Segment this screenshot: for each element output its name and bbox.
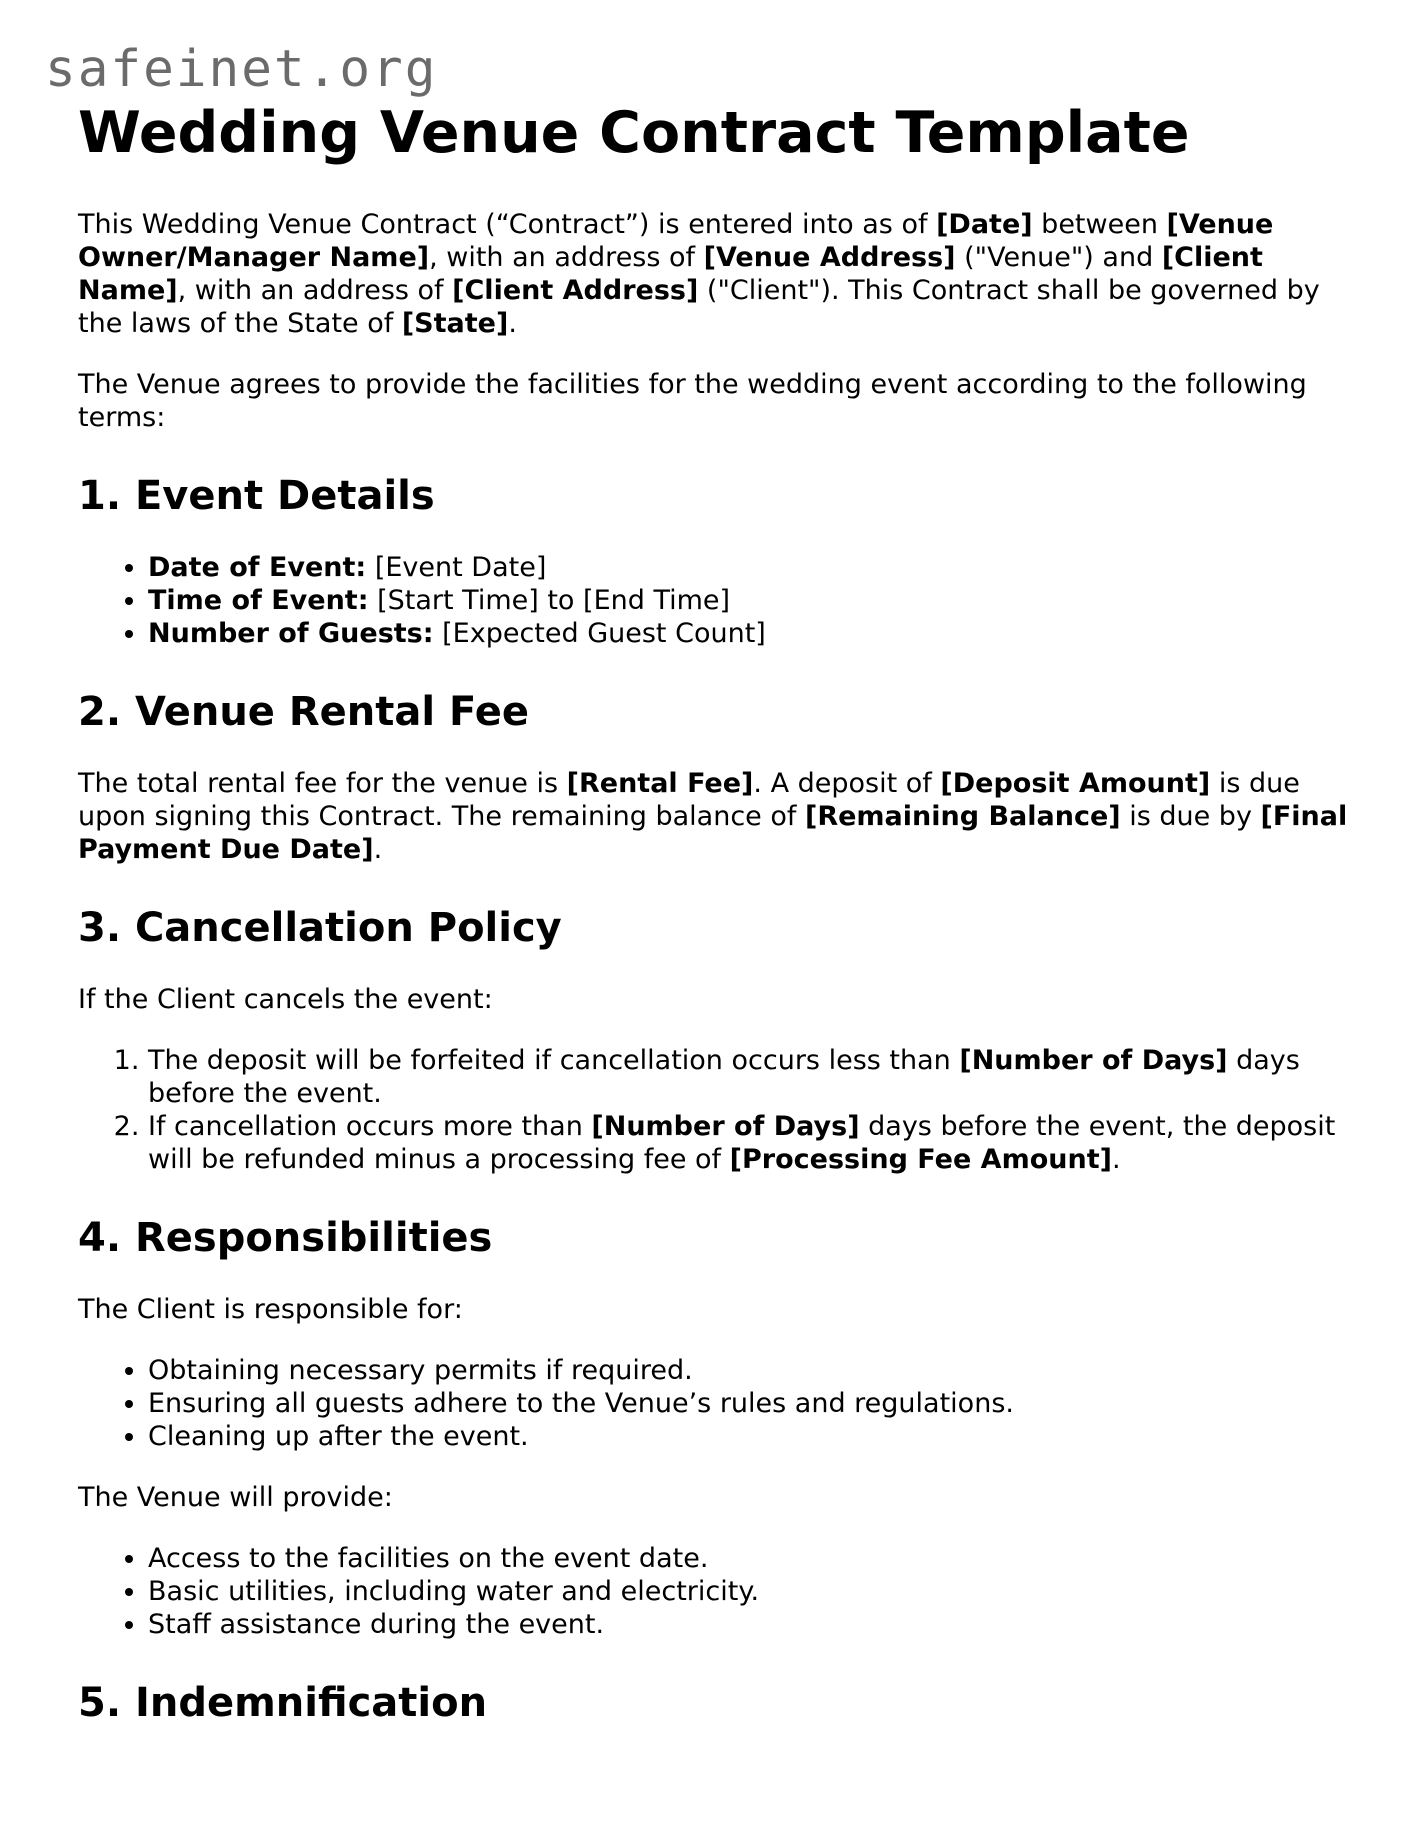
intro-text: This Wedding Venue Contract (“Contract”) is entered into as of [78,209,937,240]
client-responsibilities-list [78,1354,1348,1453]
placeholder-processing-fee: [Processing Fee Amount] [729,1144,1112,1175]
fee-text: . A deposit of [753,768,941,799]
item-text: If cancellation occurs more than [148,1111,592,1142]
placeholder-client-address: [Client Address] [452,275,699,306]
item-label: Number of Guests: [148,618,434,649]
fee-text: is due by [1120,801,1261,832]
terms-intro-paragraph: The Venue agrees to provide the facilities for the wedding event according to the following terms: [78,369,1307,433]
item-text: . [1111,1144,1121,1175]
intro-text: . [508,308,517,339]
venue-provisions-list [78,1542,1348,1641]
list-item: • Staff assistance during the event. [148,1608,1348,1641]
placeholder-number-of-days: [Number of Days] [959,1045,1228,1076]
list-item: • Cleaning up after the event. [148,1420,1348,1453]
intro-paragraph [78,208,1348,340]
list-item: • Obtaining necessary permits if required. [148,1354,1348,1387]
placeholder-state: [State] [401,308,509,339]
list-item [148,584,1348,617]
item-text: days before the event, the deposit will be refunded minus a processing fee of [148,1111,1336,1175]
section-heading-cancellation: 3. Cancellation Policy [78,905,562,951]
placeholder-number-of-days: [Number of Days] [591,1111,860,1142]
intro-text: ("Client"). This Contract shall be governed by the laws of the State of [78,275,1320,339]
placeholder-final-payment-date: [Final Payment Due Date] [78,801,1348,865]
placeholder-date: [Date] [936,209,1033,240]
intro-text: , with an address of [429,242,704,273]
venue-provisions-lead: The Venue will provide: [78,1482,393,1513]
fee-text: The total rental fee for the venue is [78,768,567,799]
item-value: [Start Time] to [End Time] [368,585,731,616]
cancellation-lead: If the Client cancels the event: [78,984,493,1015]
intro-text: between [1032,209,1167,240]
list-item: • Basic utilities, including water and electricity. [148,1575,1348,1608]
intro-text: ("Venue") and [955,242,1162,273]
placeholder-rental-fee: [Rental Fee] [566,768,754,799]
watermark: safeinet.org [45,40,438,99]
fee-text: . [373,834,383,865]
item-label: Date of Event: [148,552,367,583]
placeholder-venue-owner: [Venue Owner/Manager Name] [78,209,1274,273]
fee-text: is due upon signing this Contract. The remaining balance of [78,768,1300,832]
item-text: days before the event. [148,1045,1300,1109]
client-responsibilities-lead: The Client is responsible for: [78,1294,463,1325]
list-item [148,1110,1348,1176]
list-item [148,1044,1348,1110]
section-heading-responsibilities: 4. Responsibilities [78,1215,493,1261]
item-label: Time of Event: [148,585,369,616]
section-heading-indemnification: 5. Indemnification [78,1680,488,1726]
section-heading-rental-fee: 2. Venue Rental Fee [78,689,529,735]
placeholder-deposit-amount: [Deposit Amount] [940,768,1211,799]
item-value: [Event Date] [366,552,547,583]
intro-text: , with an address of [177,275,453,306]
item-value: [Expected Guest Count] [433,618,766,649]
event-details-list [78,551,1348,650]
item-text: The deposit will be forfeited if cancellation occurs less than [148,1045,960,1076]
list-item [148,551,1348,584]
list-item [148,617,1348,650]
placeholder-remaining-balance: [Remaining Balance] [804,801,1121,832]
contract-document [78,97,1348,1728]
list-item: • Access to the facilities on the event date. [148,1542,1348,1575]
section-heading-event-details: 1. Event Details [78,473,435,519]
cancellation-list [78,1044,1348,1176]
page-title: Wedding Venue Contract Template [78,100,1190,166]
list-item: • Ensuring all guests adhere to the Venue’s rules and regulations. [148,1387,1348,1420]
rental-fee-paragraph [78,767,1348,866]
placeholder-client-name: [Client Name] [78,242,1263,306]
placeholder-venue-address: [Venue Address] [703,242,956,273]
